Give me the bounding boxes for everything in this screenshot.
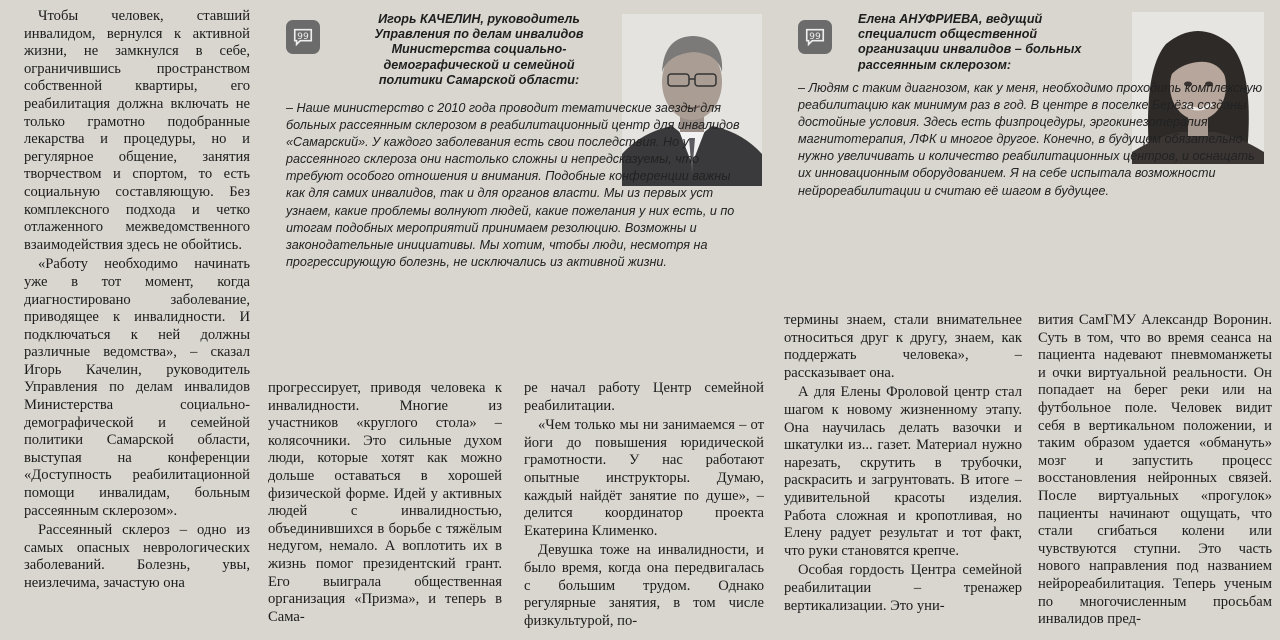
- quote-author-name: Игорь КАЧЕЛИН, руководитель: [378, 12, 580, 26]
- paragraph: «Чем только мы ни занимаемся – от йоги до повышения юридической грамотности. У нас работают опытные инструкторы. Думаю, каждый найдёт занятие по душе», – делится координатор проекта Екатерина Клименко.: [524, 417, 764, 539]
- quote-author-name: Елена АНУФРИЕВА, ведущий: [858, 12, 1043, 26]
- quote-box-anufrieva: [784, 0, 1280, 300]
- quote-icon: [798, 20, 832, 54]
- article-column-3: [524, 380, 764, 640]
- paragraph: Рассеянный склероз – одно из самых опасных неврологических заболеваний. Болезнь, увы, неизлечима, зачастую она: [24, 522, 250, 591]
- paragraph: Особая гордость Центра семейной реабилитации – тренажер вертикализации. Это уни-: [784, 562, 1022, 614]
- quote-author: [858, 12, 1088, 73]
- quote-text: – Наше министерство с 2010 года проводит тематические заезды для больных рассеянным склерозом в реабилитационный центр для инвалидов «Самарский». У каждого заболевания есть свои последствия. Но у рассеянного склероза они настолько сложны и непредсказуемы, что требуют особого отношения и внимания. Подобные конференции важны как для самих инвалидов, так и для органов власти. Мы из первых уст узнаем, какие проблемы волнуют людей, какие пожелания у них есть, и по итогам подобных мероприятий принимаем резолюцию. Возможны и законодательные инициативы. Мы хотим, чтобы люди, несмотря на прогрессирующую болезнь, не исключались из активной жизни.: [286, 101, 740, 269]
- paragraph: термины знаем, стали внимательнее относиться друг к другу, знаем, как поддержать человека», – рассказывает она.: [784, 312, 1022, 381]
- paragraph: А для Елены Фроловой центр стал шагом к новому жизненному этапу. Она научилась делать вазочки и шкатулки из... газет. Материал нужно нарезать, скрутить в трубочки, раскрасить и загрунтовать. В итоге – удивительной красоты изделия. Работа сложная и кропотливая, но Елену радует результат и тот факт, что руки становятся крепче.: [784, 384, 1022, 559]
- svg-text:99: 99: [809, 30, 821, 42]
- quote-text: – Людям с таким диагнозом, как у меня, необходимо проходить комплексную реабилитацию как минимум раз в год. В центре в поселке Берёза созданы достойные условия. Здесь есть физпроцедуры, эргокинезотерапия, магнитотерапия, ЛФК и многое другое. Конечно, в будущем обязательно нужно увеличивать и количество реабилитационных центров, и оснащать их инновационным оборудованием. Я на себе испытала возможности нейрореабилитации и считаю её шагом в будущее.: [798, 81, 1263, 198]
- speech-bubble-icon: [804, 26, 826, 48]
- svg-text:99: 99: [297, 30, 309, 42]
- quote-icon: [286, 20, 320, 54]
- paragraph: Девушка тоже на инвалидности, и было время, когда она передвигалась с большим трудом. Однако регулярные занятия, в том числе физкультурой, по-: [524, 542, 764, 629]
- article-column-5: [1038, 312, 1272, 640]
- quote-author: [350, 12, 608, 88]
- article-column-2: [268, 380, 502, 640]
- paragraph: вития СамГМУ Александр Воронин. Суть в том, что во время сеанса на пациента надевают пневмоманжеты и очки виртуальной реальности. Он попадает на берег реки или на футбольное поле. Человек видит себя в вертикальном положении, и таким образом удается «обмануть» мозг и запустить процесс восстановления нейронных связей. После виртуальных «прогулок» пациенты начинают ощущать, что стали сгибаться колени или чувствуются ступни. Это часть нового направления под названием нейрореабилитация. Теперь ученым по многочисленным просьбам инвалидов пред-: [1038, 312, 1272, 628]
- paragraph: прогрессирует, приводя человека к инвалидности. Многие из участников «круглого стола» – колясочники. Это сильные духом люди, которые хотят как можно дольше оставаться в хорошей физической форме. Идей у активных людей с инвалидностью, объединившихся в борьбе с тяжёлым недугом, немало. А воплотить их в жизнь помог президентский грант. Его выиграла общественная организация «Призма», и теперь в Сама-: [268, 380, 502, 625]
- paragraph: Чтобы человек, ставший инвалидом, вернулся к активной жизни, не замкнулся в себе, ограничившись пространством собственной квартиры, его реабилитация должна включать не только грамотно подобранные лекарства и процедуры, но и регулярное общение, занятия творчеством и спортом, то есть социальную составляющую. Без комплексного подхода и четко отлаженного межведомственного взаимодействия здесь не обойтись.: [24, 8, 250, 253]
- speech-bubble-icon: [292, 26, 314, 48]
- quote-author-title: специалист общественной организации инвалидов – больных рассеянным склерозом:: [858, 27, 1082, 72]
- paragraph: ре начал работу Центр семейной реабилитации.: [524, 380, 764, 414]
- paragraph: «Работу необходимо начинать уже в тот момент, когда диагностировано заболевание, приводящее к инвалидности. И подключаться к ней должны различные ведомства», – сказал Игорь Качелин, руководитель Управления по делам инвалидов Министерства социально-демографической и семейной политики Самарской области, выступая на конференции «Доступность реабилитационной помощи инвалидам, больным рассеянным склерозом».: [24, 256, 250, 519]
- article-column-4: [784, 312, 1022, 640]
- article-column-1: [24, 8, 250, 640]
- quote-box-kachelin: [272, 0, 772, 356]
- quote-author-title: Управления по делам инвалидов Министерства социально-демографической и семейной политики Самарской области:: [374, 27, 584, 87]
